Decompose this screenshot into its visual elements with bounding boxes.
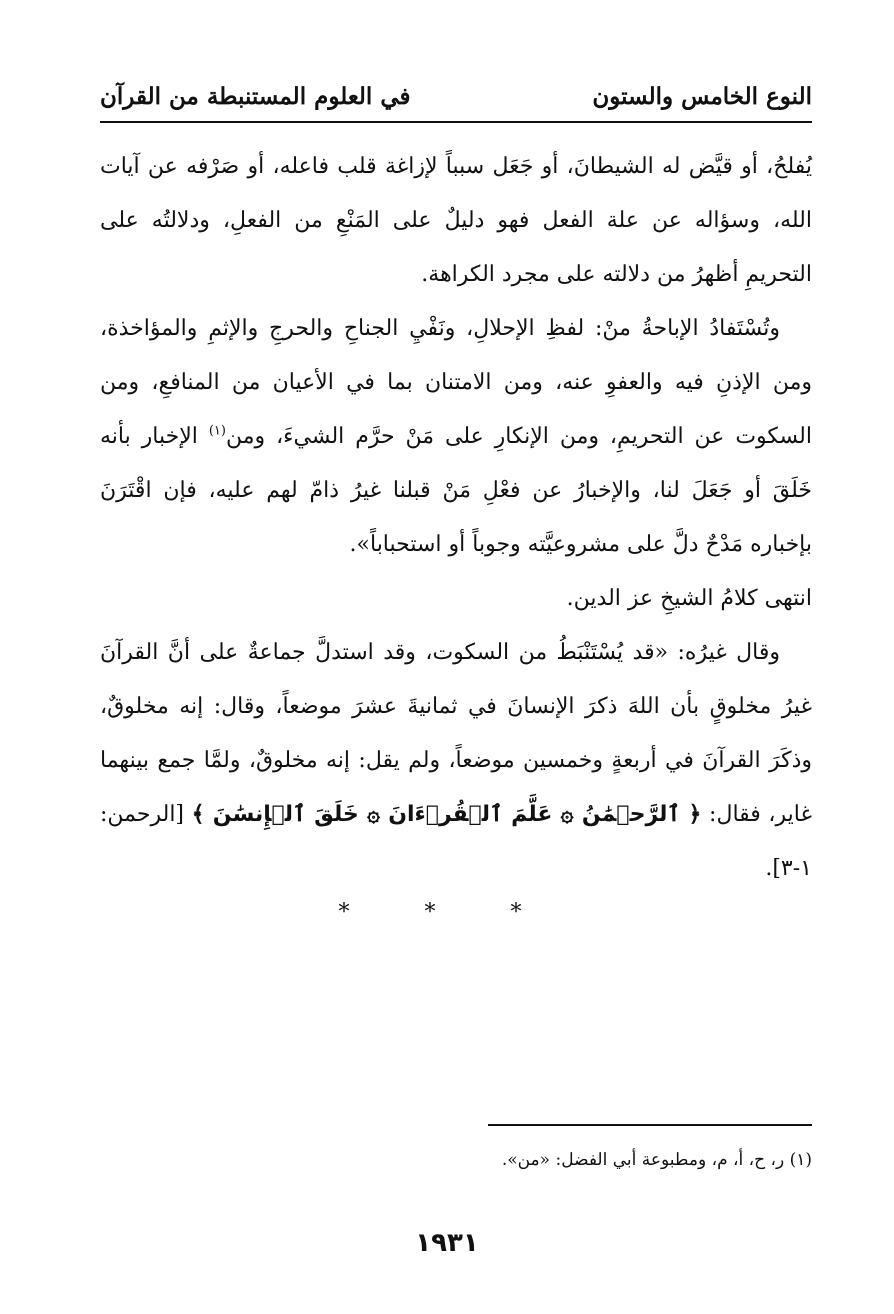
verse-citation: [الرحمن: ١-٣].: [100, 802, 812, 881]
quran-verse: ﴿ ٱلرَّحۡمَٰنُ ۞ عَلَّمَ ٱلۡقُرۡءَانَ ۞ خَلَقَ ٱلۡإِنسَٰنَ ﴾: [191, 802, 702, 827]
book-title: في العلوم المستنبطة من القرآن: [100, 82, 411, 110]
section-separator: * * *: [338, 900, 556, 925]
main-text: [100, 140, 812, 896]
paragraph-1: يُفلحُ، أو قيَّض له الشيطانَ، أو جَعَل سبباً لإزاغة قلب فاعله، أو صَرْفه عن آيات الله، وسؤاله عن علة الفعل فهو دليلٌ على المَنْعِ من الفعلِ، ودلالتُه على التحريمِ أظهرُ من دلالته على مجرد الكراهة.: [100, 154, 812, 287]
header-rule: [100, 121, 812, 123]
paragraph-4: [100, 626, 812, 896]
running-header: [100, 74, 812, 118]
paragraph-4-text: وقال غيرُه: «قد يُسْتَنْبَطُ من السكوت، وقد استدلَّ جماعةٌ على أنَّ القرآنَ غيرُ مخلوقٍ بأن اللهَ ذكرَ الإنسانَ في ثمانيةَ عشرَ موضعاً، وقال: إنه مخلوقٌ، وذكَرَ القرآنَ في أربعةٍ وخمسين موضعاً، ولم يقل: إنه مخلوقٌ، ولمَّا جمع بينهما غاير، فقال:: [100, 640, 812, 827]
paragraph-2-part-2: الإخبار بأنه خَلَقَ أو جَعَلَ لنا، والإخبارُ عن فعْلِ مَنْ قبلنا غيرُ ذامّ لهم عليه، فإن اقْتَرَنَ بإخباره مَدْحٌ دلَّ على مشروعيَّته وجوباً أو استحباباً».: [100, 424, 812, 557]
page-number: ١٩٣١: [415, 1228, 479, 1258]
footnote-rule: [488, 1124, 812, 1126]
chapter-title: النوع الخامس والستون: [592, 82, 812, 110]
footnote: (١) ر، ح، أ، م، ومطبوعة أبي الفضل: «من».: [501, 1150, 812, 1170]
paragraph-3: انتهى كلامُ الشيخِ عز الدين.: [566, 586, 812, 611]
paragraph-2: [100, 302, 812, 572]
paragraph-2-part-1: وتُسْتَفادُ الإباحةُ منْ: لفظِ الإحلالِ، ونَفْيِ الجناحِ والحرجِ والإثمِ والمؤاخذة، ومن الإذنِ فيه والعفوِ عنه، ومن الامتنان بما في الأعيان من المنافعِ، ومن السكوت عن التحريمِ، ومن الإنكارِ على مَنْ حرَّم الشيءَ، ومن: [100, 316, 812, 449]
footnote-ref[interactable]: (١): [208, 423, 226, 439]
